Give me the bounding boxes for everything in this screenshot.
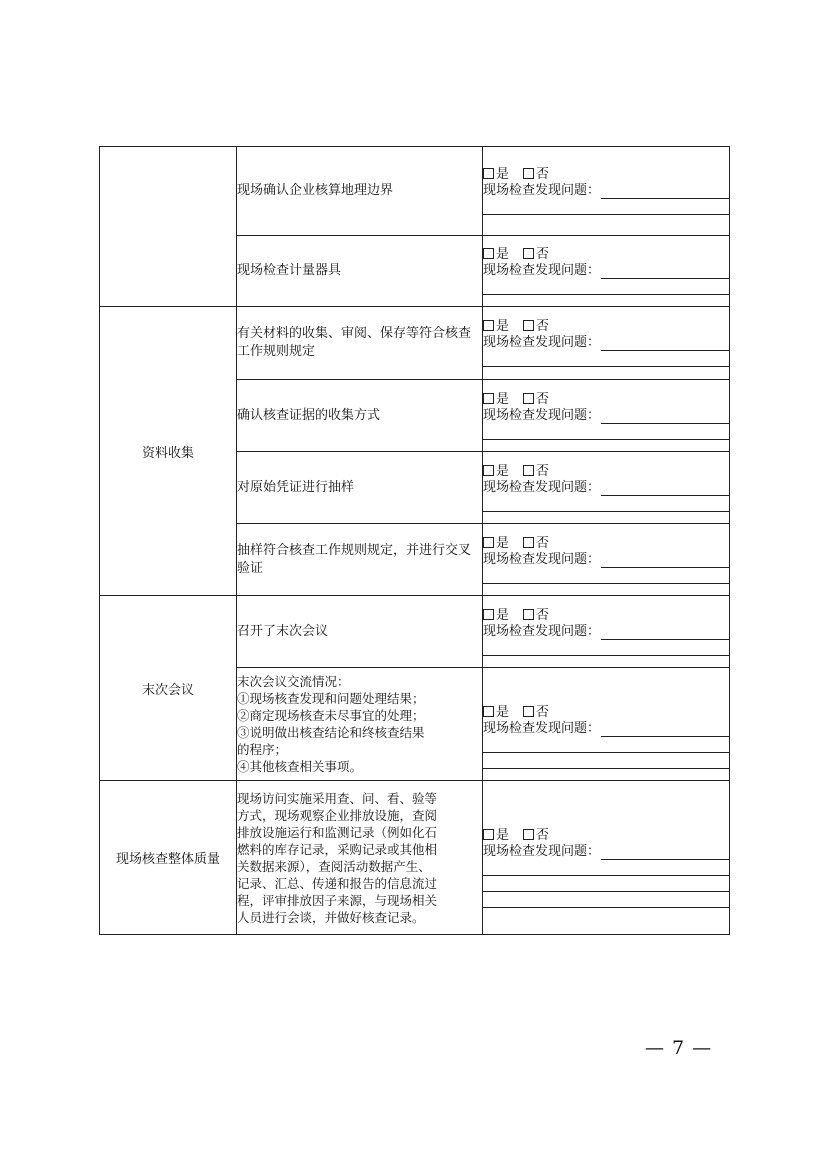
no-option[interactable]: 否 xyxy=(523,464,549,480)
question-label: 现场检查发现问题： xyxy=(483,335,601,350)
yes-checkbox[interactable] xyxy=(483,248,494,259)
meeting-item-cell xyxy=(237,668,483,781)
page-number: — 7 — xyxy=(645,1037,713,1059)
no-option[interactable]: 否 xyxy=(523,536,549,552)
no-option[interactable]: 否 xyxy=(523,319,549,335)
answer-line[interactable] xyxy=(483,199,729,215)
answer-cell xyxy=(483,781,730,935)
no-option[interactable]: 否 xyxy=(523,247,549,263)
question-label: 现场检查发现问题： xyxy=(483,407,601,423)
yes-checkbox[interactable] xyxy=(483,168,494,179)
no-checkbox[interactable] xyxy=(523,537,534,548)
yes-option[interactable]: 是 xyxy=(483,167,509,183)
checklist-table xyxy=(99,146,730,935)
answer-line[interactable] xyxy=(601,185,729,199)
yes-checkbox[interactable] xyxy=(483,465,494,476)
answer-cell xyxy=(483,668,730,781)
yes-checkbox[interactable] xyxy=(483,609,494,620)
yes-option[interactable]: 是 xyxy=(483,536,509,552)
answer-line[interactable] xyxy=(483,876,729,892)
answer-line[interactable] xyxy=(601,626,729,640)
no-option[interactable]: 否 xyxy=(523,608,549,624)
question-label: 现场检查发现问题： xyxy=(483,551,601,567)
answer-line[interactable] xyxy=(601,723,729,737)
answer-line[interactable] xyxy=(483,753,729,769)
no-option[interactable]: 否 xyxy=(523,167,549,183)
answer-line[interactable] xyxy=(483,860,729,876)
question-label: 现场检查发现问题： xyxy=(483,720,601,736)
yes-option[interactable]: 是 xyxy=(483,319,509,335)
yes-checkbox[interactable] xyxy=(483,393,494,404)
yes-option[interactable]: 是 xyxy=(483,464,509,480)
item-cell: 有关材料的收集、审阅、保存等符合核查工作规则规定 xyxy=(237,307,483,380)
table-row xyxy=(100,596,730,668)
table-row xyxy=(100,781,730,935)
answer-line[interactable] xyxy=(601,337,729,351)
question-label: 现场检查发现问题： xyxy=(483,183,601,198)
answer-line[interactable] xyxy=(601,265,729,279)
answer-line[interactable] xyxy=(483,640,729,656)
yes-option[interactable]: 是 xyxy=(483,828,509,844)
answer-line[interactable] xyxy=(483,424,729,440)
answer-line[interactable] xyxy=(601,846,729,860)
text-line: 现场访问实施采用查、问、看、验等 xyxy=(237,790,438,806)
text-line: ①现场核查发现和问题处理结果； xyxy=(237,691,425,706)
item-cell: 抽样符合核查工作规则规定，并进行交叉验证 xyxy=(237,524,483,596)
text-line: ②商定现场核查未尽事宜的处理； xyxy=(237,708,425,723)
no-checkbox[interactable] xyxy=(523,829,534,840)
answer-line[interactable] xyxy=(483,496,729,512)
text-line: ④其他核查相关事项。 xyxy=(237,759,363,774)
text-line: 排放设施运行和监测记录（例如化石 xyxy=(237,824,438,840)
answer-line[interactable] xyxy=(483,892,729,908)
table-row xyxy=(100,147,730,236)
yes-checkbox[interactable] xyxy=(483,829,494,840)
question-label: 现场检查发现问题： xyxy=(483,479,601,495)
text-line: 程，评审排放因子来源，与现场相关 xyxy=(237,892,438,908)
no-checkbox[interactable] xyxy=(523,168,534,179)
yes-option[interactable]: 是 xyxy=(483,608,509,624)
yes-option[interactable]: 是 xyxy=(483,247,509,263)
text-line: 燃料的库存记录，采购记录或其他相 xyxy=(237,841,438,857)
category-data-collection: 资料收集 xyxy=(100,307,237,596)
yes-option[interactable]: 是 xyxy=(483,392,509,408)
item-cell: 现场检查计量器具 xyxy=(237,236,483,307)
no-checkbox[interactable] xyxy=(523,393,534,404)
item-cell: 确认核查证据的收集方式 xyxy=(237,380,483,452)
no-checkbox[interactable] xyxy=(523,465,534,476)
answer-cell xyxy=(483,524,730,596)
no-checkbox[interactable] xyxy=(523,248,534,259)
answer-cell xyxy=(483,307,730,380)
yes-checkbox[interactable] xyxy=(483,537,494,548)
question-label: 现场检查发现问题： xyxy=(483,263,601,278)
yes-checkbox[interactable] xyxy=(483,706,494,717)
quality-item-cell xyxy=(237,781,483,935)
text-line: 人员进行会谈，并做好核查记录。 xyxy=(237,909,425,925)
item-cell: 召开了末次会议 xyxy=(237,596,483,668)
no-checkbox[interactable] xyxy=(523,320,534,331)
answer-line[interactable] xyxy=(483,737,729,753)
answer-cell xyxy=(483,380,730,452)
yes-option[interactable]: 是 xyxy=(483,705,509,721)
text-line: 记录、汇总、传递和报告的信息流过 xyxy=(237,875,438,891)
category-final-meeting: 末次会议 xyxy=(100,596,237,781)
question-label: 现场检查发现问题： xyxy=(483,843,601,859)
answer-line[interactable] xyxy=(483,279,729,295)
answer-line[interactable] xyxy=(601,482,729,496)
answer-cell xyxy=(483,452,730,524)
answer-line[interactable] xyxy=(483,351,729,367)
item-cell: 现场确认企业核算地理边界 xyxy=(237,147,483,236)
answer-line[interactable] xyxy=(601,410,729,424)
text-line: 的程序； xyxy=(237,742,288,757)
answer-line[interactable] xyxy=(483,568,729,584)
text-line: 方式，现场观察企业排放设施，查阅 xyxy=(237,807,438,823)
answer-cell xyxy=(483,236,730,307)
item-cell: 对原始凭证进行抽样 xyxy=(237,452,483,524)
no-option[interactable]: 否 xyxy=(523,828,549,844)
no-checkbox[interactable] xyxy=(523,609,534,620)
table-row xyxy=(100,307,730,380)
yes-checkbox[interactable] xyxy=(483,320,494,331)
category-cell-empty xyxy=(100,147,237,307)
question-label: 现场检查发现问题： xyxy=(483,623,601,639)
answer-line[interactable] xyxy=(601,554,729,568)
text-line: ③说明做出核查结论和终核查结果 xyxy=(237,725,425,740)
answer-cell xyxy=(483,596,730,668)
no-checkbox[interactable] xyxy=(523,706,534,717)
text-line: 末次会议交流情况： xyxy=(237,674,350,689)
no-option[interactable]: 否 xyxy=(523,705,549,721)
text-line: 关数据来源），查阅活动数据产生、 xyxy=(237,858,431,874)
category-overall-quality: 现场核查整体质量 xyxy=(100,781,237,935)
answer-cell xyxy=(483,147,730,236)
no-option[interactable]: 否 xyxy=(523,392,549,408)
